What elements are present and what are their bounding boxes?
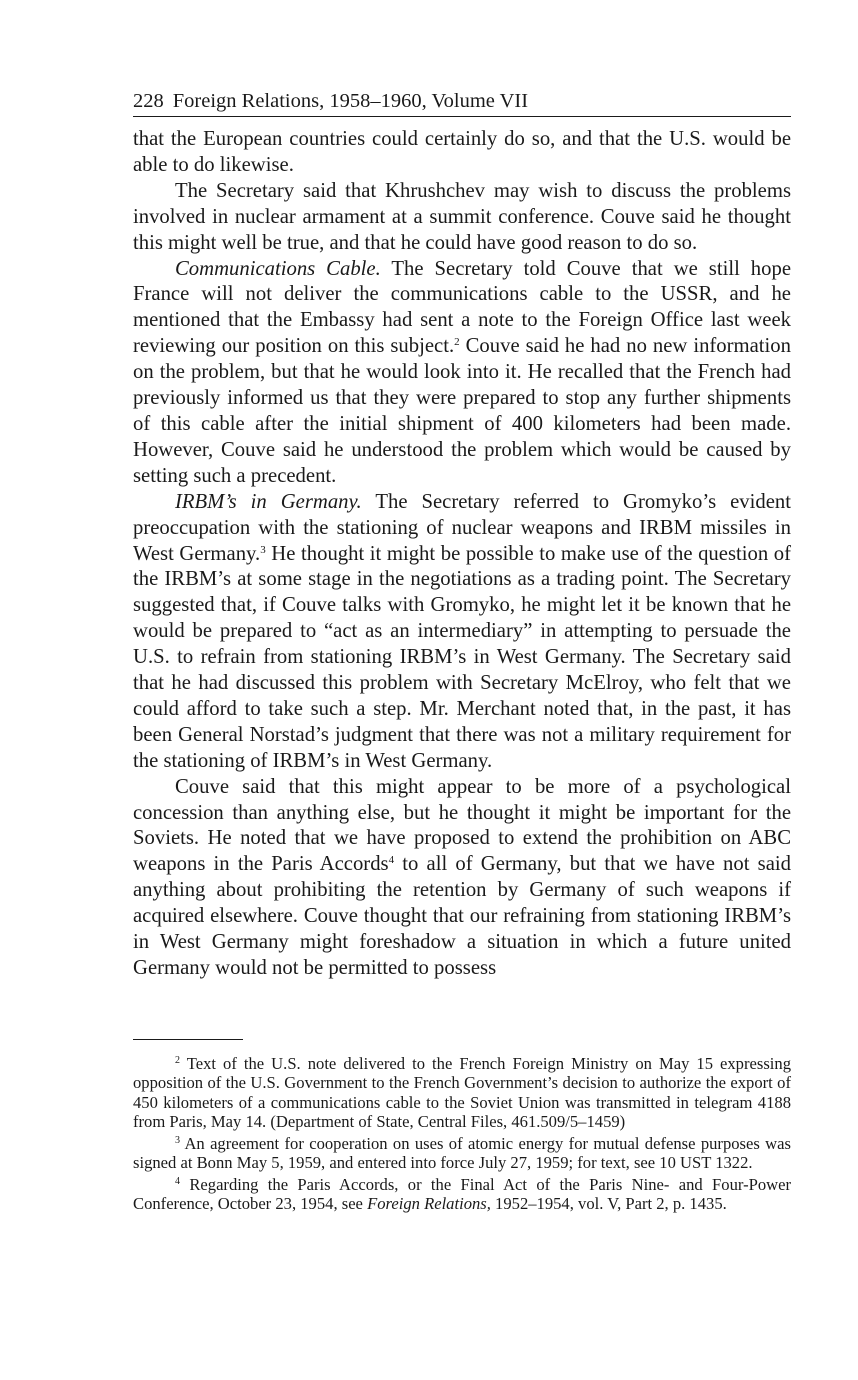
paragraph-text: The Secretary referred to Gromyko’s evident preoccupation with the stationing of nuclear weapons and IRBM missiles in West Germany. — [133, 490, 791, 565]
paragraph-text: to all of Germany, but that we have not said anything about prohibiting the retention by Germany of such weapons if acquired elsewhere. Couve thought that our refraining from stationing IRBM’s in West Germany might foreshadow a situation in which a future united Germany would not be permitted to possess — [133, 853, 791, 979]
paragraph-2: The Secretary said that Khrushchev may wish to discuss the problems involved in nuclear armament at a summit conference. Couve said he thought this might well be true, and that he could have good reason to do so. — [133, 179, 791, 254]
running-head-title: Foreign Relations, 1958–1960, Volume VII — [172, 90, 529, 112]
footnotes — [133, 1054, 791, 1214]
body-text — [133, 127, 791, 982]
footnote-text: Regarding the Paris Accords, or the Final Act of the Paris Nine- and Four-Power Conference, October 23, 1954, see — [133, 1174, 791, 1214]
footnote-ref-2[interactable]: 2 — [454, 336, 460, 349]
footnote-text: An agreement for cooperation on uses of atomic energy for mutual defense purposes was signed at Bonn May 5, 1959, and entered into force July 27, 1959; for text, see 10 UST 1322. — [133, 1133, 791, 1173]
paragraph-text: He thought it might be possible to make use of the question of the IRBM’s at some stage in the negotiations as a trading point. The Secretary suggested that, if Couve talks with Gromyko, he might let it be known that he would be prepared to “act as an intermediary” in attempting to persuade the U.S. to refrain from stationing IRBM’s in West Germany. The Secretary said that he had discussed this problem with Secretary McElroy, who felt that we could afford to take such a step. Mr. Merchant noted that, in the past, it has been General Norstad’s judgment that there was not a military requirement for the stationing of IRBM’s in West Germany. — [133, 542, 791, 772]
footnote-4 — [133, 1175, 791, 1214]
section-heading-irbms-in-germany: IRBM’s in Germany. — [175, 490, 362, 513]
section-heading-communications-cable: Communications Cable. — [175, 257, 381, 280]
paragraph-text: Couve said he had no new information on the problem, but that he would look into it. He recalled that the French had previously informed us that they were prepared to stop any further shipments of this cable after the initial shipment of 400 kilometers had been made. However, Couve said he understood the problem which would be caused by setting such a precedent. — [133, 335, 791, 487]
footnote-number: 2 — [175, 1054, 180, 1066]
document-page — [133, 86, 791, 1214]
footnote-2 — [133, 1054, 791, 1132]
footnote-number: 4 — [175, 1175, 180, 1187]
paragraph-5 — [133, 775, 791, 982]
footnote-number: 3 — [175, 1134, 180, 1146]
footnote-text: 1952–1954, vol. V, Part 2, p. 1435. — [490, 1194, 727, 1214]
footnote-ref-3[interactable]: 3 — [260, 543, 266, 556]
page-number: 228 — [133, 90, 164, 112]
footnote-divider — [133, 1039, 243, 1040]
paragraph-text: Couve said that this might appear to be more of a psychological concession than anything else, but he thought it might be important for the Soviets. He noted that we have proposed to extend the prohibition on ABC weapons in the Paris Accords — [133, 775, 791, 876]
paragraph-text: The Secretary told Couve that we still hope France will not deliver the communications cable to the USSR, and he mentioned that the Embassy had sent a note to the Foreign Office last week reviewing our position on this subject. — [133, 257, 792, 358]
paragraph-communications-cable — [133, 257, 791, 490]
paragraph-1: that the European countries could certainly do so, and that the U.S. would be able to do likewise. — [133, 128, 791, 176]
running-head — [133, 86, 791, 117]
footnote-text: Text of the U.S. note delivered to the French Foreign Ministry on May 15 expressing opposition of the U.S. Government to the French Government’s decision to authorize the export of 450 kilometers of a communications cable to the Soviet Union was transmitted in telegram 4188 from Paris, May 14. (Department of State, Central Files, 461.509/5–1459) — [133, 1053, 791, 1132]
footnote-3 — [133, 1134, 791, 1173]
paragraph-irbms-in-germany — [133, 490, 791, 775]
footnote-ref-4[interactable]: 4 — [388, 854, 395, 867]
footnote-italic-title: Foreign Relations, — [367, 1194, 491, 1214]
